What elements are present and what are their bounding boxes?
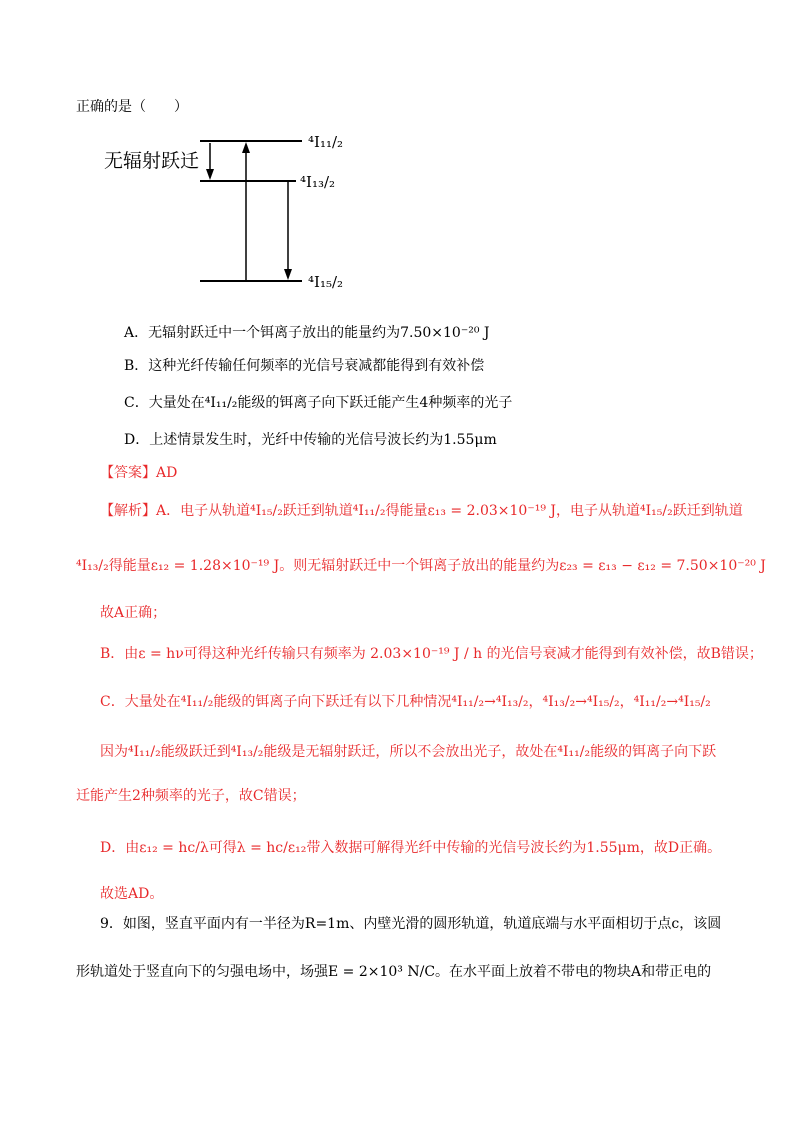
analysis-line-2: ⁴I₁₃/₂得能量ε₁₂ = 1.28×10⁻¹⁹ J。则无辐射跃迁中一个铒离子放出的能量约为ε₂₃ = ε₁₃ − ε₁₂ = 7.50×10⁻²⁰ J	[76, 558, 766, 574]
analysis-line-3: 故A正确；	[100, 605, 167, 621]
option-b: B．这种光纤传输任何频率的光信号衰减都能得到有效补偿	[124, 358, 485, 374]
level-label-bot: ⁴I₁₅/₂	[308, 273, 344, 291]
level-label-mid: ⁴I₁₃/₂	[300, 173, 336, 191]
analysis-line-9: 故选AD。	[100, 886, 164, 902]
level-label-top: ⁴I₁₁/₂	[308, 133, 344, 151]
question-9-line-2: 形轨道处于竖直向下的匀强电场中，场强E = 2×10³ N/C。在水平面上放着不带电的物块A和带正电的	[76, 964, 712, 980]
answer-line: 【答案】AD	[100, 465, 178, 481]
option-c: C．大量处在⁴I₁₁/₂能级的铒离子向下跃迁能产生4种频率的光子	[124, 395, 513, 411]
question-9-line-1: 9．如图，竖直平面内有一半径为R=1m、内壁光滑的圆形轨道，轨道底端与水平面相切于点c，该圆	[100, 916, 722, 932]
emission-arrowhead	[284, 269, 292, 280]
analysis-line-7: 迁能产生2种频率的光子，故C错误；	[76, 788, 306, 804]
analysis-line-6: 因为⁴I₁₁/₂能级跃迁到⁴I₁₃/₂能级是无辐射跃迁，所以不会放出光子，故处在⁴I₁₁/₂能级的铒离子向下跃	[100, 744, 717, 760]
analysis-line-5: C．大量处在⁴I₁₁/₂能级的铒离子向下跃迁有以下几种情况⁴I₁₁/₂→⁴I₁₃/₂，⁴I₁₃/₂→⁴I₁₅/₂，⁴I₁₁/₂→⁴I₁₅/₂	[100, 694, 711, 710]
nonrad-label: 无辐射跃迁	[104, 150, 200, 172]
analysis-line-8: D．由ε₁₂ = hc/λ可得λ = hc/ε₁₂带入数据可解得光纤中传输的光信号波长约为1.55μm，故D正确。	[100, 840, 722, 856]
energy-level-diagram	[96, 125, 456, 325]
analysis-line-1: 【解析】A．电子从轨道⁴I₁₅/₂跃迁到轨道⁴I₁₁/₂得能量ε₁₃ = 2.03×10⁻¹⁹ J，电子从轨道⁴I₁₅/₂跃迁到轨道	[100, 503, 743, 519]
option-a: A．无辐射跃迁中一个铒离子放出的能量约为7.50×10⁻²⁰ J	[124, 325, 490, 341]
pump-arrowhead	[242, 142, 250, 153]
option-d: D．上述情景发生时，光纤中传输的光信号波长约为1.55μm	[124, 432, 497, 448]
analysis-line-4: B．由ε = hν可得这种光纤传输只有频率为 2.03×10⁻¹⁹ J / h 的光信号衰减才能得到有效补偿，故B错误；	[100, 646, 763, 662]
nonrad-arrowhead	[206, 169, 214, 180]
question-intro: 正确的是（ ）	[76, 99, 188, 115]
